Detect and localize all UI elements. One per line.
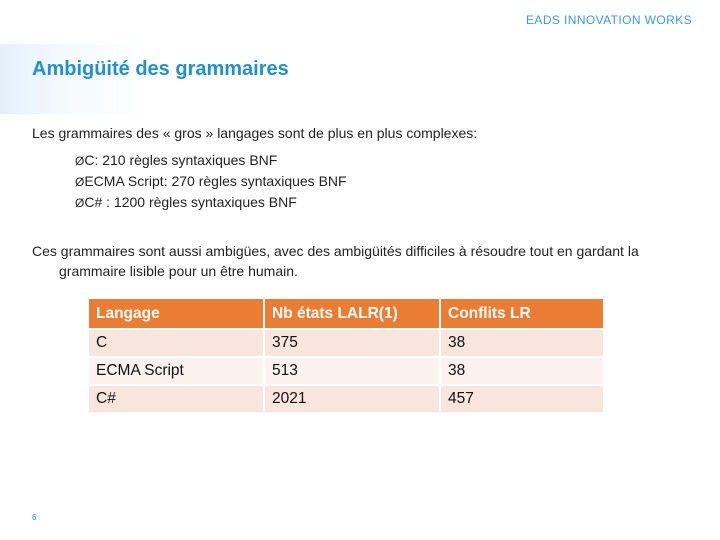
- table-cell: 2021: [265, 386, 439, 412]
- company-logo: EADS INNOVATION WORKS: [526, 13, 692, 27]
- table-header-row: [89, 299, 603, 328]
- table-cell: 375: [265, 330, 439, 356]
- arrow-bullet-icon: Ø: [75, 196, 85, 210]
- table-cell: 38: [441, 358, 603, 384]
- slide-title: Ambigüité des grammaires: [32, 58, 289, 80]
- table-cell: 513: [265, 358, 439, 384]
- table-row: [89, 358, 603, 384]
- bullet-text: C: 210 règles syntaxiques BNF: [84, 152, 278, 168]
- table-cell: C#: [89, 386, 263, 412]
- table-row: [89, 330, 603, 356]
- bullet-list: [75, 150, 347, 213]
- table-row: [89, 386, 603, 412]
- table-cell: ECMA Script: [89, 358, 263, 384]
- bullet-text: ECMA Script: 270 règles syntaxiques BNF: [84, 173, 347, 189]
- column-header-lalr-states: Nb états LALR(1): [265, 299, 439, 328]
- column-header-langage: Langage: [89, 299, 263, 328]
- bullet-item: [75, 192, 347, 213]
- grammar-stats-table: [87, 297, 605, 414]
- table-cell: C: [89, 330, 263, 356]
- page-number: 6: [32, 513, 37, 522]
- arrow-bullet-icon: Ø: [75, 175, 85, 189]
- bullet-item: [75, 171, 347, 192]
- bullet-text: C# : 1200 règles syntaxiques BNF: [84, 194, 297, 210]
- intro-text: Les grammaires des « gros » langages sont de plus en plus complexes:: [32, 125, 478, 141]
- bullet-item: [75, 150, 347, 171]
- column-header-lr-conflicts: Conflits LR: [441, 299, 603, 328]
- ambiguity-paragraph: Ces grammaires sont aussi ambigües, avec des ambigüités difficiles à résoudre tout en gardant la grammaire lisible pour un être humain.: [32, 243, 639, 279]
- table-cell: 457: [441, 386, 603, 412]
- table-cell: 38: [441, 330, 603, 356]
- arrow-bullet-icon: Ø: [75, 154, 85, 168]
